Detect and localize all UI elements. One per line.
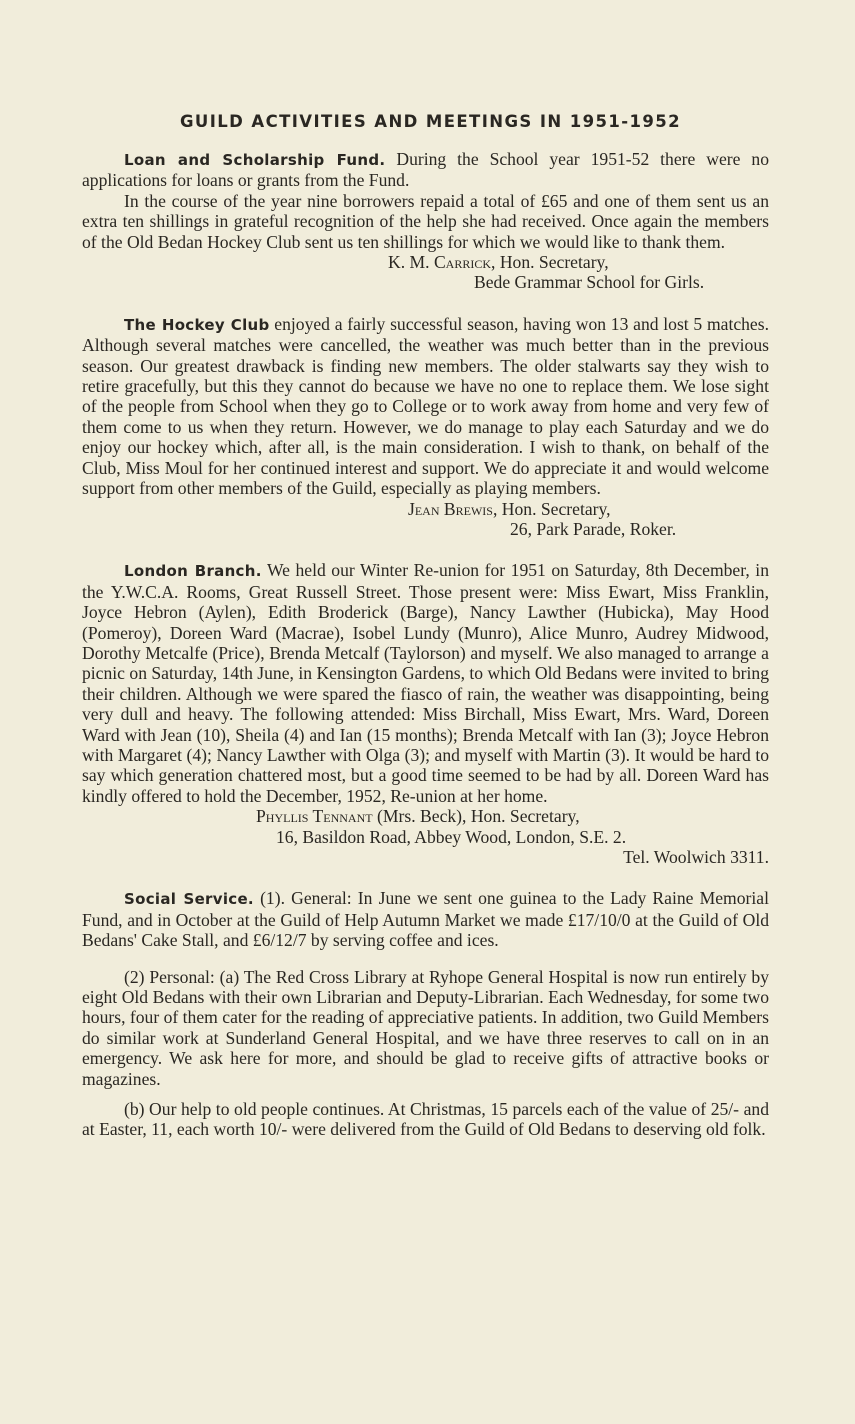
paragraph	[82, 314, 769, 499]
signature-telephone: Tel. Woolwich 3311.	[623, 847, 769, 867]
paragraph-text: enjoyed a fairly successful season, having won 13 and lost 5 matches. Although several matches were cancelled, the weather was much better than in the previous season. Our greatest drawback is finding new members. The older stalwarts say they wish to retire gracefully, but this they cannot do because we have no one to replace them. We lose sight of the people from School when they go to College or to work away from home and very few of them come to us when they return. However, we do manage to play each Saturday and we do enjoy our hockey which, after all, is the main consideration. I wish to thank, on behalf of the Club, Miss Moul for her continued interest and support. We do appreciate it and would welcome support from other members of the Guild, especially as playing members.	[82, 313, 769, 499]
paragraph: In the course of the year nine borrowers repaid a total of £65 and one of them sent us an extra ten shillings in grateful recognition of the help she had received. Once again the members of the Old Bedan Hockey Club sent us ten shillings for which we would like to thank them.	[82, 190, 769, 252]
section-heading: Loan and Scholarship Fund.	[124, 151, 386, 169]
signatory-name: K. M. Carrick,	[388, 252, 496, 273]
section-london-branch	[82, 560, 769, 867]
signature-line	[82, 252, 769, 272]
paragraph: (2) Personal: (a) The Red Cross Library at Ryhope General Hospital is now run entirely by eight Old Bedans with their own Librarian and Deputy-Librarian. Each Wednesday, for some two hours, four of them cater for the reading of appreciative patients. In addition, two Guild Members do similar work at Sunderland General Hospital, and we have three reserves to call on in an emergency. We ask here for more, and should be glad to receive gifts of attractive books or magazines.	[82, 966, 769, 1089]
signatory-role: Hon. Secretary,	[501, 498, 611, 519]
signatory-name: Phyllis Tennant	[256, 806, 373, 827]
signature-address: 26, Park Parade, Roker.	[510, 518, 677, 539]
signatory-role: (Mrs. Beck), Hon. Secretary,	[377, 806, 580, 827]
paragraph-text: (1). General: In June we sent one guinea to the Lady Raine Memorial Fund, and in October at the Guild of Help Autumn Market we made £17/10/0 at the Guild of Old Bedans' Cake Stall, and £6/12/7 by serving coffee and ices.	[82, 888, 769, 951]
section-heading: London Branch.	[124, 562, 262, 581]
section-loan-fund	[82, 149, 769, 293]
signature-address: Bede Grammar School for Girls.	[474, 272, 705, 293]
signatory-name: Jean Brewis,	[408, 498, 498, 519]
paragraph-text: We held our Winter Re-union for 1951 on Saturday, 8th December, in the Y.W.C.A. Rooms, Great Russell Street. Those present were: Miss Ewart, Miss Franklin, Joyce Hebron (Aylen), Edith Broderick (Barge), Nancy Lawther (Hubicka), May Hood (Pomeroy), Doreen Ward (Macrae), Isobel Lundy (Munro), Alice Munro, Audrey Midwood, Dorothy Metcalfe (Price), Brenda Metcalf (Taylorson) and myself. We also managed to arrange a picnic on Saturday, 14th June, in Kensington Gardens, to which Old Bedans were invited to bring their children. Although we were spared the fiasco of rain, the weather was disappointing, being very dull and heavy. The following attended: Miss Birchall, Miss Ewart, Mrs. Ward, Doreen Ward with Jean (10), Sheila (4) and Ian (15 months); Brenda Metcalf with Ian (3); Joyce Hebron with Margaret (4); Nancy Lawther with Olga (3); and myself with Martin (3). It would be hard to say which generation chattered most, but a good time seemed to be had by all. Doreen Ward has kindly offered to hold the December, 1952, Re-union at her home.	[82, 560, 769, 806]
paragraph	[82, 149, 769, 191]
signature-line	[82, 806, 769, 826]
section-hockey-club	[82, 314, 769, 539]
section-heading: The Hockey Club	[124, 315, 270, 334]
page-title: GUILD ACTIVITIES AND MEETINGS IN 1951-1952	[179, 112, 682, 131]
signature-address: 16, Basildon Road, Abbey Wood, London, S.E. 2.	[276, 826, 627, 847]
paragraph: (b) Our help to old people continues. At Christmas, 15 parcels each of the value of 25/- and at Easter, 11, each worth 10/- were delivered from the Guild of Old Bedans to deserving old folk.	[82, 1099, 769, 1140]
paragraph	[82, 888, 769, 950]
signatory-role: Hon. Secretary,	[499, 252, 609, 273]
signature-line	[82, 499, 769, 519]
paragraph-text: During the School year 1951-52 there were no applications for loans or grants from the Fund.	[82, 149, 769, 191]
section-heading: Social Service.	[124, 890, 254, 909]
paragraph	[82, 560, 769, 806]
section-social-service	[82, 888, 769, 1139]
